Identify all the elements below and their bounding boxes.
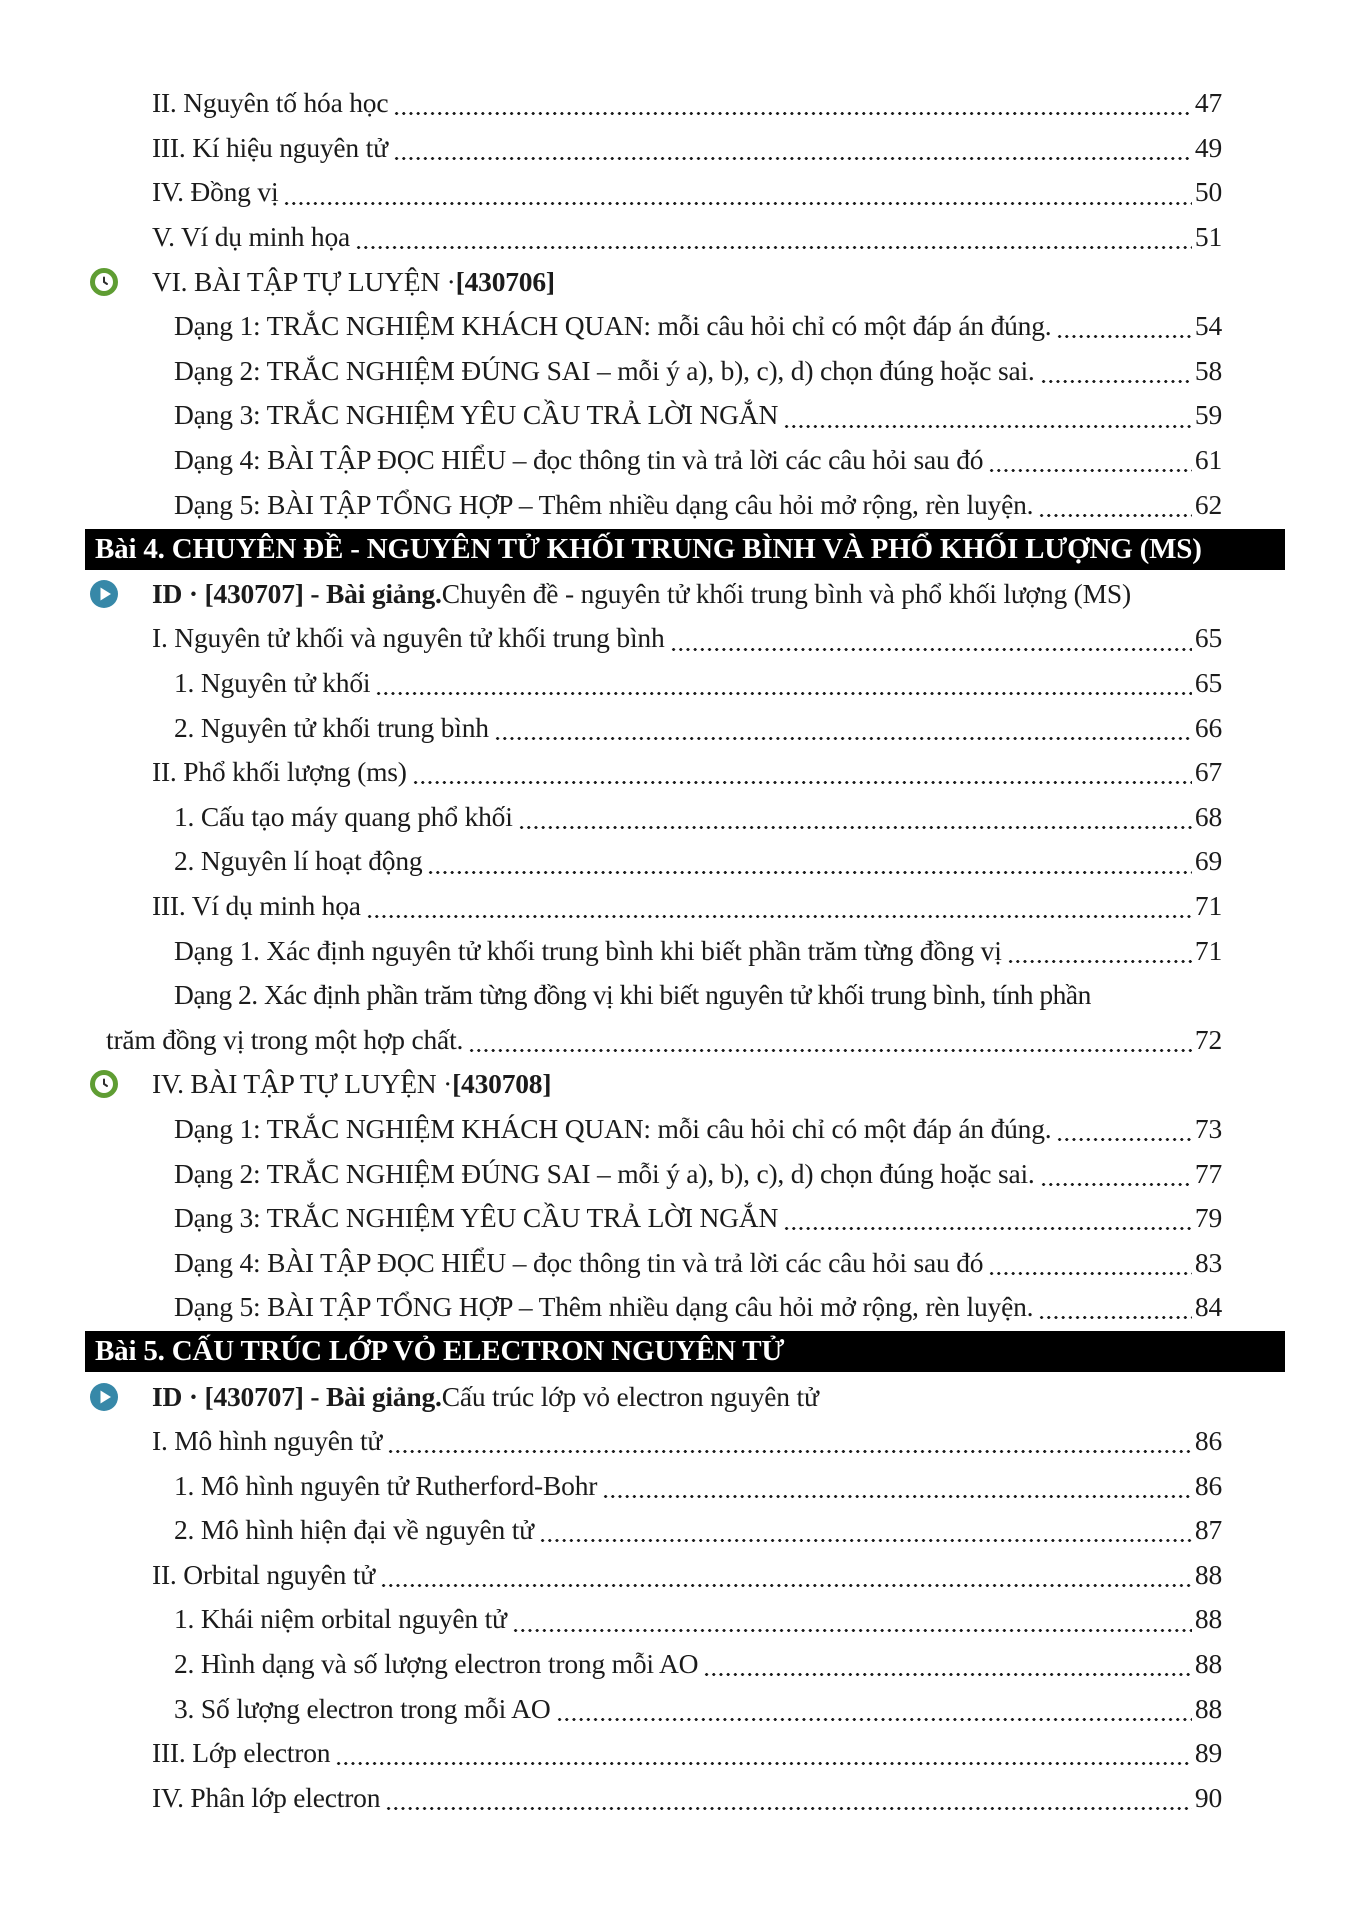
- heading-text: ID · [430707] - Bài giảng.: [152, 1380, 442, 1412]
- dot-leader: [335, 1762, 1192, 1765]
- page-number: 71: [1194, 934, 1222, 966]
- heading-text: Chuyên đề - nguyên tử khối trung bình và phổ khối lượng (MS): [441, 577, 1131, 609]
- dot-leader: [1040, 1183, 1192, 1186]
- toc-row[interactable]: [174, 839, 1222, 884]
- dot-leader: [393, 157, 1192, 160]
- toc-row[interactable]: [174, 1107, 1222, 1152]
- dot-leader: [556, 1718, 1192, 1721]
- dot-leader: [703, 1673, 1192, 1676]
- toc-row-heading[interactable]: [88, 1374, 1222, 1419]
- chapter-bar: [88, 527, 1222, 572]
- toc-row[interactable]: [174, 1151, 1222, 1196]
- toc-entry-label: Dạng 5: BÀI TẬP TỔNG HỢP – Thêm nhiều dạng câu hỏi mở rộng, rèn luyện.: [174, 488, 1034, 520]
- heading-text: [430708]: [452, 1068, 552, 1100]
- toc-row[interactable]: [174, 393, 1222, 438]
- page-number: 50: [1194, 176, 1222, 208]
- chapter-bar-title: Bài 4. CHUYÊN ĐỀ - NGUYÊN TỬ KHỐI TRUNG BÌNH VÀ PHỔ KHỐI LƯỢNG (MS): [85, 529, 1285, 570]
- page-number: 54: [1194, 310, 1222, 342]
- toc-entry-label: Dạng 4: BÀI TẬP ĐỌC HIỂU – đọc thông tin và trả lời các câu hỏi sau đó: [174, 444, 984, 476]
- toc-row[interactable]: [174, 438, 1222, 483]
- page-number: 62: [1194, 488, 1222, 520]
- page-number: 58: [1194, 354, 1222, 386]
- toc-row[interactable]: [174, 1686, 1222, 1731]
- page-number: 73: [1194, 1112, 1222, 1144]
- page-number: 72: [1194, 1023, 1222, 1055]
- toc-row[interactable]: [152, 215, 1222, 260]
- toc-entry-label: Dạng 2. Xác định phần trăm từng đồng vị khi biết nguyên tử khối trung bình, tính phần: [174, 979, 1091, 1011]
- toc-row-heading[interactable]: [88, 259, 1222, 304]
- toc-entry-label: 2. Nguyên lí hoạt động: [174, 845, 423, 877]
- toc-entry-label: 1. Nguyên tử khối: [174, 667, 371, 699]
- page-number: 77: [1194, 1157, 1222, 1189]
- toc-entry-label: 2. Nguyên tử khối trung bình: [174, 711, 489, 743]
- toc-entry-label: III. Lớp electron: [152, 1737, 331, 1769]
- toc-entry-label: 2. Mô hình hiện đại về nguyên tử: [174, 1514, 534, 1546]
- toc-row[interactable]: [174, 705, 1222, 750]
- toc-row[interactable]: [174, 482, 1222, 527]
- toc-row[interactable]: [152, 126, 1222, 171]
- dot-leader: [355, 246, 1192, 249]
- dot-leader: [783, 1227, 1192, 1230]
- toc-row[interactable]: [174, 349, 1222, 394]
- toc-entry-label: I. Nguyên tử khối và nguyên tử khối trung bình: [152, 622, 665, 654]
- page-number: 88: [1194, 1603, 1222, 1635]
- toc-row[interactable]: [152, 1776, 1222, 1821]
- clock-icon: [90, 268, 118, 296]
- dot-leader: [387, 1450, 1192, 1453]
- toc-row[interactable]: [152, 1419, 1222, 1464]
- page-number: 88: [1194, 1692, 1222, 1724]
- dot-leader: [427, 871, 1191, 874]
- toc-entry-label: Dạng 1: TRẮC NGHIỆM KHÁCH QUAN: mỗi câu hỏi chỉ có một đáp án đúng.: [174, 310, 1052, 342]
- toc-entry-label: Dạng 2: TRẮC NGHIỆM ĐÚNG SAI – mỗi ý a), b), c), d) chọn đúng hoặc sai.: [174, 354, 1035, 386]
- heading-text: ID · [430707] - Bài giảng.: [152, 577, 442, 609]
- toc-entry-label: V. Ví dụ minh họa: [152, 221, 351, 253]
- dot-leader: [494, 737, 1192, 740]
- page-number: 61: [1194, 444, 1222, 476]
- page-number: 89: [1194, 1737, 1222, 1769]
- page-number: 59: [1194, 399, 1222, 431]
- chapter-bar: [88, 1330, 1222, 1375]
- toc-entry-label: Dạng 4: BÀI TẬP ĐỌC HIỂU – đọc thông tin và trả lời các câu hỏi sau đó: [174, 1246, 984, 1278]
- heading-text: [430706]: [455, 265, 555, 297]
- page-number: 86: [1194, 1425, 1222, 1457]
- dot-leader: [539, 1539, 1192, 1542]
- dot-leader: [1038, 514, 1192, 517]
- toc-rows: [0, 81, 1222, 1820]
- dot-leader: [602, 1495, 1192, 1498]
- dot-leader: [518, 826, 1192, 829]
- toc-row[interactable]: [174, 1597, 1222, 1642]
- toc-entry-label: Dạng 3: TRẮC NGHIỆM YÊU CẦU TRẢ LỜI NGẮN: [174, 399, 779, 431]
- toc-row[interactable]: [152, 81, 1222, 126]
- heading-text: VI. BÀI TẬP TỰ LUYỆN ·: [152, 265, 456, 297]
- dot-leader: [283, 202, 1191, 205]
- toc-row[interactable]: [174, 1508, 1222, 1553]
- toc-row[interactable]: [174, 1196, 1222, 1241]
- dot-leader: [1040, 380, 1192, 383]
- toc-row[interactable]: [174, 1240, 1222, 1285]
- page-number: 67: [1194, 756, 1222, 788]
- dot-leader: [412, 781, 1192, 784]
- toc-row[interactable]: [174, 973, 1222, 1018]
- page-number: 90: [1194, 1781, 1222, 1813]
- page-number: 87: [1194, 1514, 1222, 1546]
- dot-leader: [783, 425, 1192, 428]
- toc-entry-label: I. Mô hình nguyên tử: [152, 1425, 383, 1457]
- toc-entry-label: II. Nguyên tố hóa học: [152, 87, 389, 119]
- page-number: 65: [1194, 622, 1222, 654]
- toc-entry-label: III. Kí hiệu nguyên tử: [152, 131, 388, 163]
- toc-row[interactable]: [152, 750, 1222, 795]
- page-number: 86: [1194, 1469, 1222, 1501]
- toc-row[interactable]: [174, 795, 1222, 840]
- heading-text: IV. BÀI TẬP TỰ LUYỆN ·: [152, 1068, 453, 1100]
- page-number: 88: [1194, 1648, 1222, 1680]
- dot-leader: [1056, 1138, 1191, 1141]
- toc-row[interactable]: [152, 1553, 1222, 1598]
- dot-leader: [1056, 335, 1191, 338]
- dot-leader: [1007, 960, 1192, 963]
- toc-row[interactable]: [152, 170, 1222, 215]
- toc-entry-label: 1. Cấu tạo máy quang phổ khối: [174, 800, 513, 832]
- chapter-bar-title: Bài 5. CẤU TRÚC LỚP VỎ ELECTRON NGUYÊN TỬ: [85, 1331, 1285, 1372]
- clock-icon: [90, 1070, 118, 1098]
- dot-leader: [988, 469, 1192, 472]
- toc-row[interactable]: [174, 1642, 1222, 1687]
- toc-entry-label: II. Orbital nguyên tử: [152, 1558, 376, 1590]
- toc-row[interactable]: [174, 1463, 1222, 1508]
- toc-row[interactable]: [174, 928, 1222, 973]
- dot-leader: [988, 1272, 1192, 1275]
- page-number: 49: [1194, 131, 1222, 163]
- toc-entry-label: 3. Số lượng electron trong mỗi AO: [174, 1692, 551, 1724]
- toc-entry-label: 2. Hình dạng và số lượng electron trong mỗi AO: [174, 1648, 699, 1680]
- dot-leader: [670, 648, 1192, 651]
- toc-entry-label: Dạng 2: TRẮC NGHIỆM ĐÚNG SAI – mỗi ý a), b), c), d) chọn đúng hoặc sai.: [174, 1157, 1035, 1189]
- dot-leader: [468, 1049, 1192, 1052]
- dot-leader: [385, 1807, 1192, 1810]
- toc-entry-label: Dạng 1. Xác định nguyên tử khối trung bình khi biết phần trăm từng đồng vị: [174, 934, 1002, 966]
- dot-leader: [366, 915, 1192, 918]
- toc-entry-label: III. Ví dụ minh họa: [152, 889, 361, 921]
- toc-entry-label: Dạng 3: TRẮC NGHIỆM YÊU CẦU TRẢ LỜI NGẮN: [174, 1202, 779, 1234]
- page-number: 47: [1194, 87, 1222, 119]
- toc-row-heading[interactable]: [88, 1062, 1222, 1107]
- page-number: 83: [1194, 1246, 1222, 1278]
- toc-row[interactable]: [174, 304, 1222, 349]
- play-icon: [90, 1383, 118, 1411]
- dot-leader: [380, 1584, 1192, 1587]
- page-number: 68: [1194, 800, 1222, 832]
- page-number: 51: [1194, 221, 1222, 253]
- toc-row[interactable]: [174, 1285, 1222, 1330]
- play-icon: [90, 580, 118, 608]
- toc-entry-label: 1. Mô hình nguyên tử Rutherford-Bohr: [174, 1469, 598, 1501]
- dot-leader: [375, 692, 1192, 695]
- toc-entry-label: trăm đồng vị trong một hợp chất.: [106, 1023, 464, 1055]
- toc-row[interactable]: [152, 884, 1222, 929]
- toc-entry-label: IV. Đồng vị: [152, 176, 279, 208]
- dot-leader: [393, 112, 1192, 115]
- toc-row[interactable]: [152, 616, 1222, 661]
- page-number: 84: [1194, 1291, 1222, 1323]
- heading-text: Cấu trúc lớp vỏ electron nguyên tử: [441, 1380, 819, 1412]
- toc-entry-label: 1. Khái niệm orbital nguyên tử: [174, 1603, 507, 1635]
- toc-row[interactable]: [152, 1731, 1222, 1776]
- page-number: 79: [1194, 1202, 1222, 1234]
- dot-leader: [1038, 1316, 1192, 1319]
- toc-row[interactable]: [174, 661, 1222, 706]
- toc-entry-label: II. Phổ khối lượng (ms): [152, 756, 407, 788]
- page-number: 69: [1194, 845, 1222, 877]
- toc-row[interactable]: [106, 1017, 1222, 1062]
- page-number: 66: [1194, 711, 1222, 743]
- page-number: 71: [1194, 889, 1222, 921]
- toc-entry-label: Dạng 1: TRẮC NGHIỆM KHÁCH QUAN: mỗi câu hỏi chỉ có một đáp án đúng.: [174, 1112, 1052, 1144]
- toc-row-heading[interactable]: [88, 572, 1222, 617]
- dot-leader: [512, 1629, 1192, 1632]
- page-number: 88: [1194, 1558, 1222, 1590]
- toc-entry-label: Dạng 5: BÀI TẬP TỔNG HỢP – Thêm nhiều dạng câu hỏi mở rộng, rèn luyện.: [174, 1291, 1034, 1323]
- toc-entry-label: IV. Phân lớp electron: [152, 1781, 381, 1813]
- page-number: 65: [1194, 667, 1222, 699]
